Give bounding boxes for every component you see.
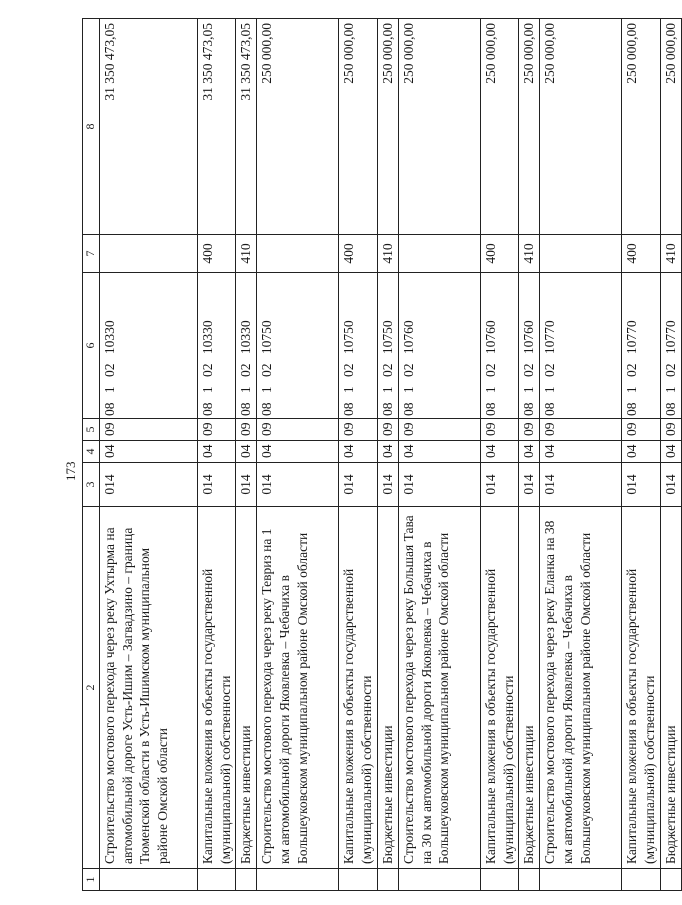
- row-subsection-cell: 09: [257, 419, 339, 441]
- row-subsection-cell: 09: [398, 419, 480, 441]
- table-row: [99, 19, 197, 891]
- header-cell: 7: [83, 235, 100, 273]
- row-code-cell: 014: [339, 463, 378, 507]
- row-blank-cell: [660, 869, 681, 891]
- target-code-part: 08: [662, 402, 678, 416]
- row-code-cell: 014: [99, 463, 197, 507]
- row-blank-cell: [540, 869, 622, 891]
- row-section-cell: 04: [236, 441, 257, 463]
- target-code-part: 10760: [482, 320, 498, 355]
- row-blank-cell: [339, 869, 378, 891]
- row-code-cell: 014: [480, 463, 519, 507]
- row-code-cell: 014: [519, 463, 540, 507]
- row-sum-cell: 31 350 473,05: [99, 19, 197, 235]
- row-subsection-cell: 09: [660, 419, 681, 441]
- target-code-part: 1: [238, 386, 254, 394]
- row-target-cell: [197, 273, 236, 419]
- row-subsection-cell: 09: [519, 419, 540, 441]
- row-type-cell: [99, 235, 197, 273]
- table-row: [339, 19, 378, 891]
- row-target-cell: [339, 273, 378, 419]
- row-target-cell: [236, 273, 257, 419]
- row-type-cell: 410: [236, 235, 257, 273]
- row-type-cell: 410: [519, 235, 540, 273]
- row-code-cell: 014: [398, 463, 480, 507]
- row-target-cell: [519, 273, 540, 419]
- table-row: [540, 19, 622, 891]
- row-sum-cell: 31 350 473,05: [197, 19, 236, 235]
- row-target-cell: [398, 273, 480, 419]
- row-type-cell: [540, 235, 622, 273]
- target-code-part: 02: [238, 363, 254, 377]
- row-name-cell: Бюджетные инвестиции: [660, 507, 681, 869]
- row-code-cell: 014: [257, 463, 339, 507]
- target-code-part: 1: [101, 386, 117, 394]
- row-code-cell: 014: [377, 463, 398, 507]
- row-name-cell: Капитальные вложения в объекты государственной (муниципальной) собственности: [622, 507, 661, 869]
- row-name-cell: Капитальные вложения в объекты государственной (муниципальной) собственности: [480, 507, 519, 869]
- row-sum-cell: 250 000,00: [339, 19, 378, 235]
- target-code-part: 08: [521, 402, 537, 416]
- target-code-part: 10750: [259, 320, 275, 355]
- row-subsection-cell: 09: [99, 419, 197, 441]
- row-blank-cell: [236, 869, 257, 891]
- table-row: [197, 19, 236, 891]
- row-type-cell: 410: [377, 235, 398, 273]
- target-code-part: 08: [101, 402, 117, 416]
- row-code-cell: 014: [660, 463, 681, 507]
- target-code-part: 02: [199, 363, 215, 377]
- row-name-cell: Капитальные вложения в объекты государственной (муниципальной) собственности: [339, 507, 378, 869]
- target-code-part: 10330: [199, 320, 215, 355]
- table-body: [99, 19, 681, 891]
- row-sum-cell: 31 350 473,05: [236, 19, 257, 235]
- table-row: [257, 19, 339, 891]
- target-code-part: 08: [400, 402, 416, 416]
- table-row: [398, 19, 480, 891]
- header-cell: 3: [83, 463, 100, 507]
- target-code-part: 10770: [624, 320, 640, 355]
- row-name-cell: Капитальные вложения в объекты государственной (муниципальной) собственности: [197, 507, 236, 869]
- row-type-cell: 400: [197, 235, 236, 273]
- target-code-part: 1: [521, 386, 537, 394]
- row-section-cell: 04: [99, 441, 197, 463]
- target-code-part: 02: [341, 363, 357, 377]
- row-type-cell: [257, 235, 339, 273]
- target-code-part: 02: [521, 363, 537, 377]
- row-section-cell: 04: [398, 441, 480, 463]
- row-target-cell: [99, 273, 197, 419]
- row-blank-cell: [622, 869, 661, 891]
- row-blank-cell: [398, 869, 480, 891]
- row-section-cell: 04: [197, 441, 236, 463]
- target-code-part: 10750: [341, 320, 357, 355]
- header-cell: 4: [83, 441, 100, 463]
- target-code-part: 10760: [521, 320, 537, 355]
- row-subsection-cell: 09: [480, 419, 519, 441]
- rotated-page: [56, 19, 678, 891]
- row-name-cell: Бюджетные инвестиции: [377, 507, 398, 869]
- target-code-part: 10760: [400, 320, 416, 355]
- target-code-part: 10750: [379, 320, 395, 355]
- row-code-cell: 014: [540, 463, 622, 507]
- row-subsection-cell: 09: [622, 419, 661, 441]
- row-sum-cell: 250 000,00: [660, 19, 681, 235]
- target-code-part: 08: [238, 402, 254, 416]
- header-row: [83, 19, 100, 891]
- row-section-cell: 04: [519, 441, 540, 463]
- row-target-cell: [257, 273, 339, 419]
- row-sum-cell: 250 000,00: [540, 19, 622, 235]
- row-blank-cell: [197, 869, 236, 891]
- row-target-cell: [622, 273, 661, 419]
- header-cell: 8: [83, 19, 100, 235]
- target-code-part: 10770: [542, 320, 558, 355]
- row-blank-cell: [99, 869, 197, 891]
- table-row: [622, 19, 661, 891]
- target-code-part: 1: [379, 386, 395, 394]
- row-blank-cell: [480, 869, 519, 891]
- row-code-cell: 014: [236, 463, 257, 507]
- target-code-part: 1: [400, 386, 416, 394]
- row-type-cell: [398, 235, 480, 273]
- row-type-cell: 400: [480, 235, 519, 273]
- row-blank-cell: [519, 869, 540, 891]
- target-code-part: 02: [400, 363, 416, 377]
- budget-table: [82, 18, 682, 891]
- row-subsection-cell: 09: [377, 419, 398, 441]
- table-row: [236, 19, 257, 891]
- target-code-part: 10770: [662, 320, 678, 355]
- target-code-part: 10330: [238, 320, 254, 355]
- header-cell: 6: [83, 273, 100, 419]
- header-cell: 1: [83, 869, 100, 891]
- row-section-cell: 04: [540, 441, 622, 463]
- target-code-part: 02: [482, 363, 498, 377]
- row-blank-cell: [257, 869, 339, 891]
- table-row: [480, 19, 519, 891]
- row-sum-cell: 250 000,00: [480, 19, 519, 235]
- row-type-cell: 410: [660, 235, 681, 273]
- row-type-cell: 400: [622, 235, 661, 273]
- target-code-part: 1: [341, 386, 357, 394]
- row-name-cell: Строительство мостового перехода через реку Тевриз на 1 км автомобильной дороги Яковлевка – Чебачиха в Большеуковском муниципальном районе Омской области: [257, 507, 339, 869]
- target-code-part: 1: [542, 386, 558, 394]
- table-row: [519, 19, 540, 891]
- target-code-part: 02: [259, 363, 275, 377]
- target-code-part: 1: [662, 386, 678, 394]
- row-name-cell: Строительство мостового перехода через реку Ухтырма на автомобильной дороге Усть-Ишим – Загвадзино – граница Тюменской области в Усть-Ишимском муниципальном районе Омской области: [99, 507, 197, 869]
- row-blank-cell: [377, 869, 398, 891]
- row-target-cell: [480, 273, 519, 419]
- row-sum-cell: 250 000,00: [398, 19, 480, 235]
- row-section-cell: 04: [377, 441, 398, 463]
- row-section-cell: 04: [660, 441, 681, 463]
- target-code-part: 08: [542, 402, 558, 416]
- header-cell: 2: [83, 507, 100, 869]
- target-code-part: 02: [662, 363, 678, 377]
- target-code-part: 08: [341, 402, 357, 416]
- row-sum-cell: 250 000,00: [257, 19, 339, 235]
- table-row: [377, 19, 398, 891]
- row-section-cell: 04: [480, 441, 519, 463]
- table-row: [660, 19, 681, 891]
- header-cell: 5: [83, 419, 100, 441]
- row-target-cell: [540, 273, 622, 419]
- target-code-part: 08: [624, 402, 640, 416]
- row-code-cell: 014: [622, 463, 661, 507]
- row-sum-cell: 250 000,00: [519, 19, 540, 235]
- row-target-cell: [377, 273, 398, 419]
- target-code-part: 1: [624, 386, 640, 394]
- target-code-part: 02: [542, 363, 558, 377]
- target-code-part: 10330: [101, 320, 117, 355]
- row-sum-cell: 250 000,00: [377, 19, 398, 235]
- row-type-cell: 400: [339, 235, 378, 273]
- target-code-part: 08: [482, 402, 498, 416]
- target-code-part: 1: [259, 386, 275, 394]
- row-subsection-cell: 09: [339, 419, 378, 441]
- row-section-cell: 04: [257, 441, 339, 463]
- target-code-part: 02: [379, 363, 395, 377]
- target-code-part: 08: [259, 402, 275, 416]
- page-number: 173: [63, 461, 78, 481]
- target-code-part: 1: [199, 386, 215, 394]
- row-name-cell: Строительство мостового перехода через реку Еланка на 38 км автомобильной дороги Яковлевка – Чебачиха в Большеуковском муниципальном районе Омской области: [540, 507, 622, 869]
- target-code-part: 1: [482, 386, 498, 394]
- row-code-cell: 014: [197, 463, 236, 507]
- target-code-part: 02: [101, 363, 117, 377]
- row-target-cell: [660, 273, 681, 419]
- row-section-cell: 04: [622, 441, 661, 463]
- target-code-part: 02: [624, 363, 640, 377]
- row-name-cell: Бюджетные инвестиции: [236, 507, 257, 869]
- row-subsection-cell: 09: [236, 419, 257, 441]
- target-code-part: 08: [379, 402, 395, 416]
- target-code-part: 08: [199, 402, 215, 416]
- row-name-cell: Бюджетные инвестиции: [519, 507, 540, 869]
- row-name-cell: Строительство мостового перехода через реку Большая Тава на 30 км автомобильной дороги Яковлевка – Чебачиха в Большеуковском муниципальном районе Омской области: [398, 507, 480, 869]
- row-sum-cell: 250 000,00: [622, 19, 661, 235]
- row-section-cell: 04: [339, 441, 378, 463]
- row-subsection-cell: 09: [540, 419, 622, 441]
- row-subsection-cell: 09: [197, 419, 236, 441]
